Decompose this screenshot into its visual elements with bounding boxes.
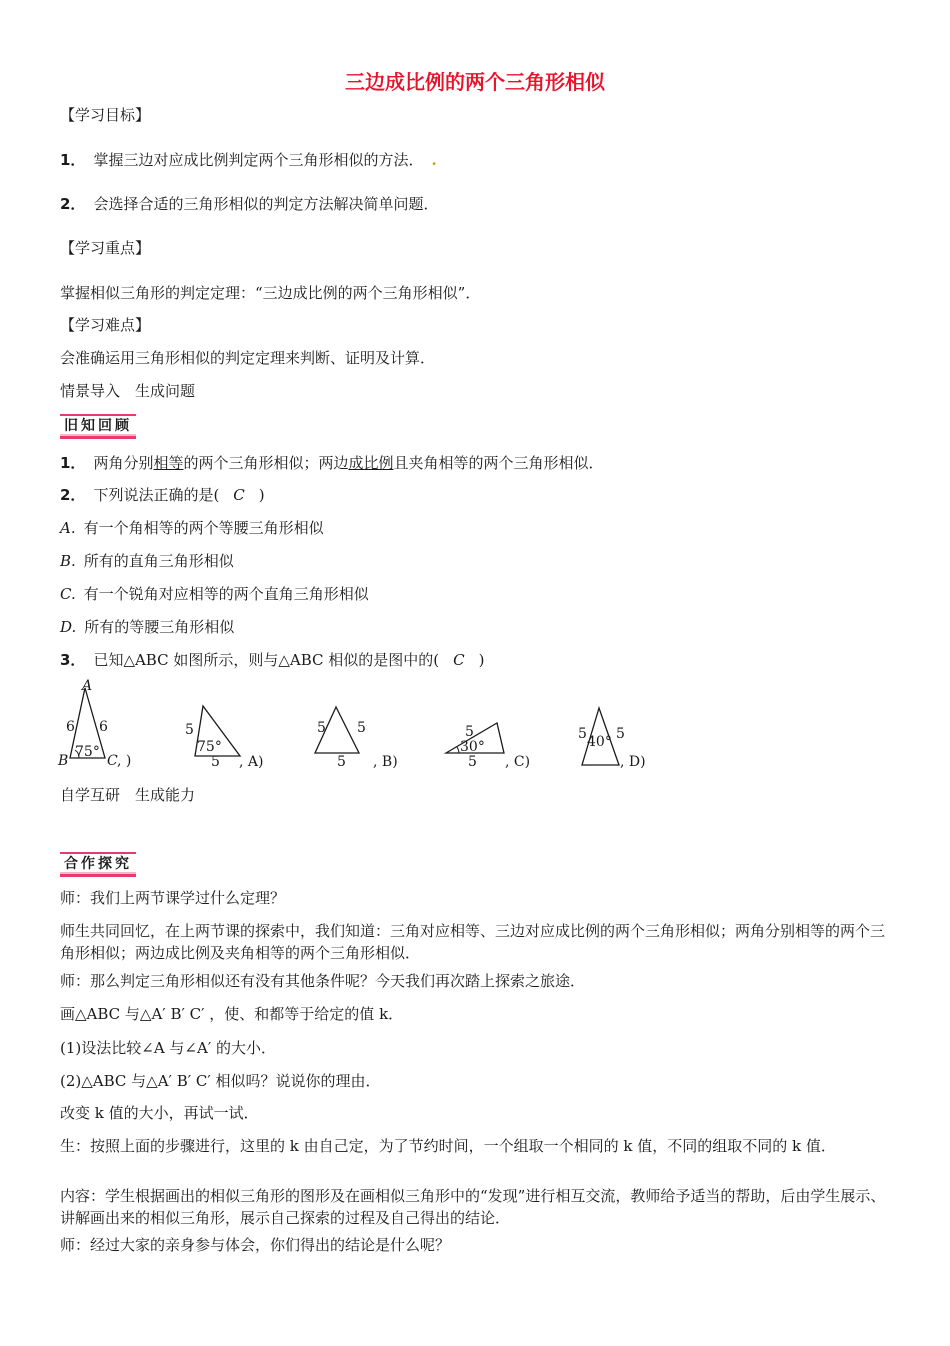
angle-arc bbox=[457, 747, 459, 753]
figure-tag: , C) bbox=[505, 754, 531, 770]
side-label: 5 bbox=[357, 720, 366, 736]
coop-line: 内容：学生根据画出的相似三角形的图形及在画相似三角形中的“发现”进行相互交流，教师给予适当的帮助，后由学生展示、讲解画出来的相似三角形，展示自己探索的过程及自己得出的结论． bbox=[60, 1187, 886, 1227]
side-label: 5 bbox=[578, 726, 587, 742]
side-label: 5 bbox=[465, 724, 474, 740]
side-label: 5 bbox=[468, 754, 477, 770]
figure-tag: , A) bbox=[239, 754, 264, 770]
coop-badge: 合作探究 bbox=[60, 852, 136, 877]
intro-heading: 情景导入 生成问题 bbox=[60, 382, 196, 400]
coop-line: 师：那么判定三角形相似还有没有其他条件呢？今天我们再次踏上探索之旅途． bbox=[60, 972, 586, 990]
option-c bbox=[60, 583, 369, 604]
figure-option-d bbox=[578, 708, 646, 770]
q1-part: 两角分别 bbox=[93, 454, 154, 472]
coop-line: 师生共同回忆，在上两节课的探索中，我们知道：三角对应相等、三边对应成比例的两个三角形相似；两角分别相等的两个三角形相似；两边成比例及夹角相等的两个三角形相似． bbox=[60, 922, 886, 962]
q1-answer-2: 成比例 bbox=[348, 454, 394, 472]
goals-heading: 【学习目标】 bbox=[60, 106, 151, 124]
question-num: 1． bbox=[60, 454, 86, 472]
q1-part: 且夹角相等的两个三角形相似． bbox=[393, 454, 604, 472]
self-study-heading: 自学互研 生成能力 bbox=[60, 786, 196, 804]
figure-tag: , B) bbox=[373, 754, 398, 770]
coop-line: 画△ABC 与△A′ B′ C′ ，使、和都等于给定的值 k． bbox=[60, 1005, 404, 1023]
q3-stem: 已知△ABC 如图所示，则与△ABC 相似的是图中的( bbox=[93, 651, 440, 669]
figure-option-b bbox=[315, 707, 398, 770]
question-num: 3． bbox=[60, 651, 86, 669]
q2-answer: C bbox=[233, 486, 245, 504]
triangle-figures bbox=[55, 676, 675, 776]
figure-tag: , D) bbox=[620, 754, 646, 770]
option-label: D. bbox=[60, 618, 77, 636]
side-label: 5 bbox=[317, 720, 326, 736]
option-label: A. bbox=[60, 519, 76, 537]
goal-num: 2． bbox=[60, 195, 86, 213]
figure-option-c bbox=[446, 723, 530, 770]
side-label-right: 6 bbox=[99, 719, 108, 735]
side-label: 5 bbox=[616, 726, 625, 742]
option-b bbox=[60, 550, 234, 571]
coop-line: 师：经过大家的亲身参与体会，你们得出的结论是什么呢？ bbox=[60, 1236, 451, 1254]
review-question-1 bbox=[60, 452, 604, 473]
review-question-2 bbox=[60, 484, 265, 505]
figure-tag: , ) bbox=[117, 753, 132, 769]
vertex-b-label: B bbox=[58, 753, 69, 769]
difficulties-text: 会准确运用三角形相似的判定定理来判断、证明及计算． bbox=[60, 349, 436, 367]
review-question-3 bbox=[60, 649, 484, 670]
key-points-heading: 【学习重点】 bbox=[60, 239, 151, 257]
option-label: B. bbox=[60, 552, 76, 570]
side-label: 5 bbox=[185, 722, 194, 738]
review-badge: 旧知回顾 bbox=[60, 414, 136, 439]
goal-text: 掌握三边对应成比例判定两个三角形相似的方法． bbox=[93, 151, 424, 169]
q2-close: ) bbox=[258, 486, 265, 504]
goal-text: 会选择合适的三角形相似的判定方法解决简单问题． bbox=[93, 195, 439, 213]
side-label-left: 6 bbox=[66, 719, 75, 735]
option-d bbox=[60, 616, 234, 637]
q3-answer: C bbox=[453, 651, 465, 669]
vertex-a-label: A bbox=[82, 678, 93, 694]
coop-line: 师：我们上两节课学过什么定理？ bbox=[60, 889, 286, 907]
angle-label: 75° bbox=[75, 744, 100, 760]
angle-label: 40° bbox=[587, 734, 612, 750]
goal-item-2 bbox=[60, 193, 438, 214]
goal-num: 1． bbox=[60, 151, 86, 169]
goal-item-1 bbox=[60, 149, 437, 170]
side-label: 5 bbox=[211, 754, 220, 770]
figure-option-a bbox=[185, 706, 263, 770]
option-text: 有一个角相等的两个等腰三角形相似 bbox=[83, 519, 324, 537]
key-points-text: 掌握相似三角形的判定定理：“三边成比例的两个三角形相似”． bbox=[60, 284, 481, 302]
side-label: 5 bbox=[337, 754, 346, 770]
option-text: 所有的直角三角形相似 bbox=[83, 552, 234, 570]
option-text: 有一个锐角对应相等的两个直角三角形相似 bbox=[83, 585, 369, 603]
difficulties-heading: 【学习难点】 bbox=[60, 316, 151, 334]
question-num: 2． bbox=[60, 486, 86, 504]
option-a bbox=[60, 517, 324, 538]
option-text: 所有的等腰三角形相似 bbox=[84, 618, 235, 636]
q1-part: 的两个三角形相似；两边 bbox=[183, 454, 349, 472]
figure-given-triangle bbox=[57, 678, 131, 769]
coop-line: 生：按照上面的步骤进行，这里的 k 由自己定，为了节约时间，一个组取一个相同的 k 值，不同的组取不同的 k 值． bbox=[60, 1137, 836, 1155]
coop-line: 改变 k 值的大小，再试一试． bbox=[60, 1104, 259, 1122]
q1-answer-1: 相等 bbox=[153, 454, 184, 472]
option-label: C. bbox=[60, 585, 76, 603]
coop-line: (2)△ABC 与△A′ B′ C′ 相似吗？说说你的理由． bbox=[60, 1072, 381, 1090]
coop-line: (1)设法比较∠A 与∠A′ 的大小． bbox=[60, 1039, 276, 1057]
vertex-c-label: C bbox=[107, 753, 118, 769]
q2-stem: 下列说法正确的是( bbox=[93, 486, 220, 504]
q3-close: ) bbox=[478, 651, 485, 669]
document-title: 三边成比例的两个三角形相似 bbox=[345, 70, 605, 94]
angle-label: 30° bbox=[460, 739, 485, 755]
dot-icon: . bbox=[431, 151, 437, 169]
angle-label: 75° bbox=[197, 739, 222, 755]
